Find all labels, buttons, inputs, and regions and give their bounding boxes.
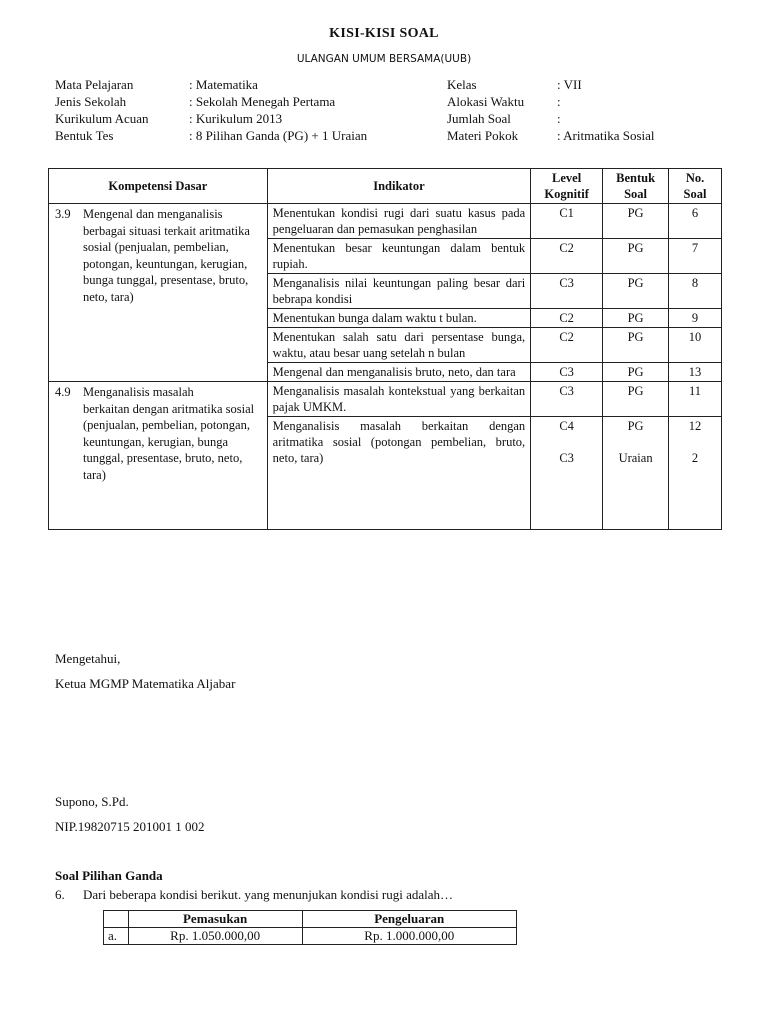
header-text: Soal	[683, 187, 707, 201]
no-cell: 10	[669, 328, 722, 363]
meta-value: : Aritmatika Sosial	[557, 128, 655, 143]
indikator-cell: Menentukan bunga dalam waktu t bulan.	[267, 309, 531, 328]
indikator-cell: Menentukan salah satu dari persentase bunga, waktu, atau besar uang setelah n bulan	[267, 328, 531, 363]
meta-row	[447, 76, 655, 93]
table-row	[49, 382, 722, 417]
indikator-cell: Menganalisis masalah kontekstual yang berkaitan pajak UMKM.	[267, 382, 531, 417]
header-no-soal	[669, 169, 722, 204]
bentuk-value: Uraian	[618, 451, 653, 465]
meta-row	[55, 110, 367, 127]
level-cell: C2	[531, 309, 603, 328]
no-cell: 11	[669, 382, 722, 417]
level-cell: C1	[531, 204, 603, 239]
kd-text: berkaitan dengan aritmatika sosial (penjualan, pembelian, potongan, keuntungan, kerugian, bunga tunggal, presentase, bruto, neto, tara)	[83, 401, 255, 482]
meta-key: Jenis Sekolah	[55, 94, 127, 109]
indikator-cell: Menentukan kondisi rugi dari suatu kasus pada pengeluaran dan pemasukan penghasilan	[267, 204, 531, 239]
meta-value: :	[557, 111, 561, 126]
meta-row	[55, 93, 367, 110]
bentuk-cell: PG	[603, 239, 669, 274]
indikator-cell: Menentukan besar keuntungan dalam bentuk rupiah.	[267, 239, 531, 274]
header-kompetensi-dasar: Kompetensi Dasar	[49, 169, 268, 204]
options-table	[103, 910, 517, 945]
table-row	[49, 204, 722, 239]
signer-name: Supono, S.Pd.	[55, 794, 129, 809]
meta-key: Bentuk Tes	[55, 128, 114, 143]
level-cell	[531, 417, 603, 530]
no-cell: 13	[669, 363, 722, 382]
meta-row	[447, 127, 655, 144]
header-indikator: Indikator	[267, 169, 531, 204]
meta-left	[55, 76, 367, 144]
header-level-kognitif	[531, 169, 603, 204]
kd-number: 4.9	[55, 385, 71, 399]
no-cell: 6	[669, 204, 722, 239]
meta-row	[55, 127, 367, 144]
meta-row	[447, 110, 655, 127]
kisi-table	[48, 168, 722, 530]
option-pengeluaran: Rp. 1.000.000,00	[302, 928, 516, 945]
level-cell: C2	[531, 239, 603, 274]
meta-key: Materi Pokok	[447, 128, 519, 143]
level-cell: C3	[531, 274, 603, 309]
ketua-text: Ketua MGMP Matematika Aljabar	[55, 676, 236, 691]
table-header-row	[49, 169, 722, 204]
header-pengeluaran: Pengeluaran	[302, 911, 516, 928]
meta-key: Kelas	[447, 77, 477, 92]
page-title: KISI-KISI SOAL	[329, 26, 439, 41]
bentuk-cell: PG	[603, 204, 669, 239]
level-value: C4	[559, 419, 574, 433]
kd-text-first: Menganalisis masalah	[83, 385, 194, 399]
meta-value: :	[557, 94, 561, 109]
meta-key: Jumlah Soal	[447, 111, 511, 126]
no-cell: 7	[669, 239, 722, 274]
meta-row	[55, 76, 367, 93]
question-number: 6.	[55, 887, 65, 902]
option-row	[104, 928, 517, 945]
kd-cell	[49, 204, 268, 382]
bentuk-cell: PG	[603, 328, 669, 363]
level-cell: C3	[531, 382, 603, 417]
bentuk-value: PG	[627, 419, 644, 433]
option-label: a.	[104, 928, 129, 945]
header-text: Soal	[624, 187, 648, 201]
meta-value: : Matematika	[189, 77, 258, 92]
kd-text-first: Mengenal dan menganalisis	[83, 207, 223, 221]
indikator-cell: Menganalisis masalah berkaitan dengan aritmatika sosial (potongan pembelian, bruto, neto, tara)	[267, 417, 531, 530]
meta-row	[447, 93, 655, 110]
meta-value: : Kurikulum 2013	[189, 111, 283, 126]
option-pemasukan: Rp. 1.050.000,00	[128, 928, 302, 945]
question-6	[55, 887, 453, 903]
mengetahui-text: Mengetahui,	[55, 651, 121, 666]
meta-key: Kurikulum Acuan	[55, 111, 149, 126]
no-cell	[669, 417, 722, 530]
kd-cell	[49, 382, 268, 530]
bentuk-cell	[603, 417, 669, 530]
no-value: 2	[691, 451, 699, 465]
meta-value: : Sekolah Menegah Pertama	[189, 94, 336, 109]
meta-value: : 8 Pilihan Ganda (PG) + 1 Uraian	[189, 128, 368, 143]
level-value: C3	[559, 451, 574, 465]
level-cell: C2	[531, 328, 603, 363]
soal-heading: Soal Pilihan Ganda	[55, 868, 163, 883]
page-subtitle: ULANGAN UMUM BERSAMA(UUB)	[296, 53, 472, 65]
header-text: Kognitif	[544, 187, 589, 201]
indikator-cell: Menganalisis nilai keuntungan paling besar dari bebrapa kondisi	[267, 274, 531, 309]
options-header-row	[104, 911, 517, 928]
header-text: No.	[685, 171, 705, 185]
signer-nip: NIP.19820715 201001 1 002	[55, 819, 205, 834]
bentuk-cell: PG	[603, 382, 669, 417]
indikator-cell: Mengenal dan menganalisis bruto, neto, dan tara	[267, 363, 531, 382]
meta-key: Mata Pelajaran	[55, 77, 134, 92]
no-cell: 9	[669, 309, 722, 328]
header-text: Level	[552, 171, 582, 185]
no-value: 12	[688, 419, 702, 433]
bentuk-cell: PG	[603, 363, 669, 382]
header-bentuk-soal	[603, 169, 669, 204]
meta-right	[447, 76, 655, 144]
bentuk-cell: PG	[603, 309, 669, 328]
header-pemasukan: Pemasukan	[128, 911, 302, 928]
meta-key: Alokasi Waktu	[447, 94, 525, 109]
question-text: Dari beberapa kondisi berikut. yang menunjukan kondisi rugi adalah…	[83, 887, 454, 902]
bentuk-cell: PG	[603, 274, 669, 309]
kd-text: berbagai situasi terkait aritmatika sosial (penjualan, pembelian, potongan, keuntungan, kerugian, bunga tunggal, presentase, bruto, neto, tara)	[83, 223, 250, 304]
no-cell: 8	[669, 274, 722, 309]
meta-value: : VII	[557, 77, 582, 92]
options-header-blank	[104, 911, 129, 928]
header-text: Bentuk	[616, 171, 656, 185]
level-cell: C3	[531, 363, 603, 382]
kd-number: 3.9	[55, 207, 71, 221]
